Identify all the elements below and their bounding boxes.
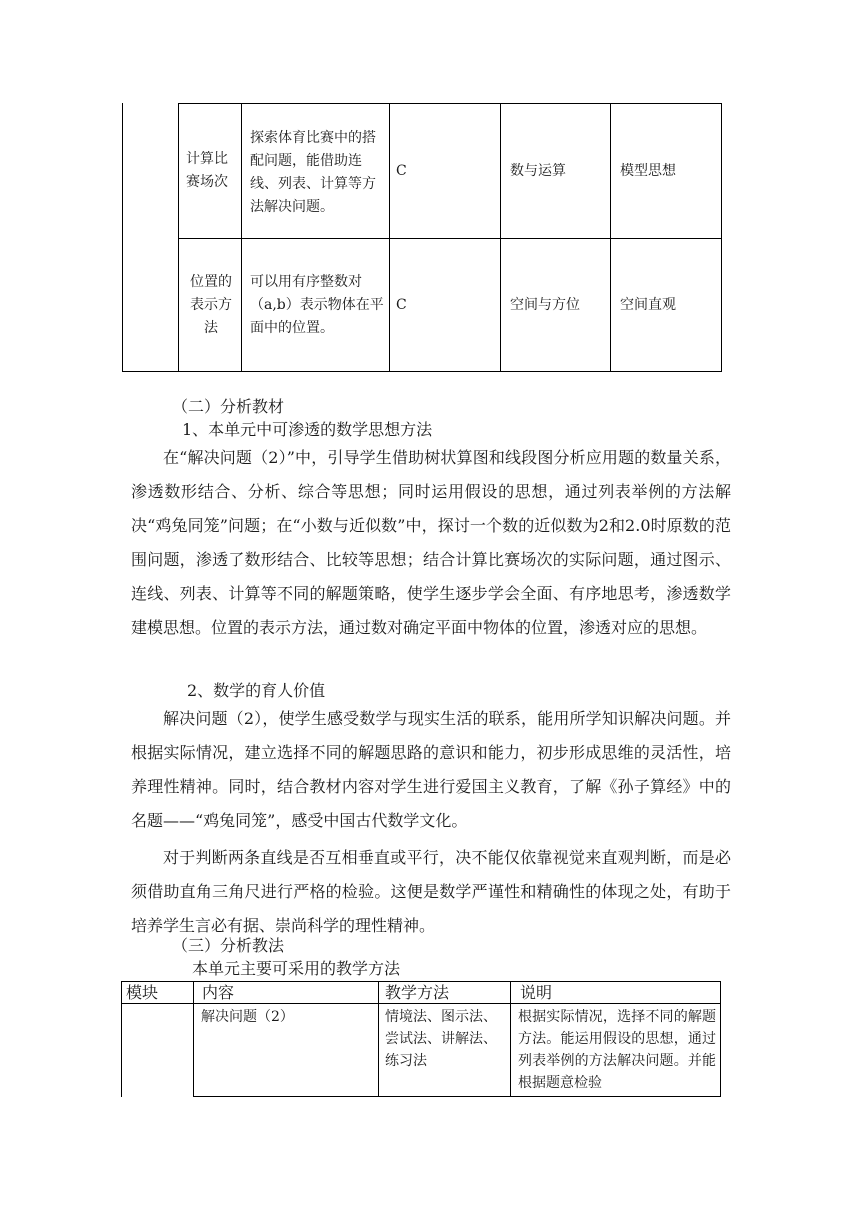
table-border-left xyxy=(121,981,122,1097)
objective-cell: 可以用有序整数对（a,b）表示物体在平面中的位置。 xyxy=(250,274,384,336)
method-cell: 情境法、图示法、尝试法、讲解法、练习法 xyxy=(385,1009,497,1069)
table-border xyxy=(510,981,511,1096)
table-border xyxy=(610,103,611,371)
table-border-right xyxy=(721,103,722,371)
header-content: 内容 xyxy=(202,983,235,1002)
objective-cell: 探索体育比赛中的搭配问题，能借助连线、列表、计算等方法解决问题。 xyxy=(250,130,376,215)
content-cell: 计算比赛场次 xyxy=(186,151,228,190)
note-cell: 根据实际情况，选择不同的解题方法。能运用假设的思想，通过列表举例的方法解决问题。并能根据题意检验 xyxy=(518,1009,716,1091)
header-note: 说明 xyxy=(520,983,553,1002)
thought-cell: 空间直观 xyxy=(620,297,676,313)
header-module: 模块 xyxy=(126,983,159,1002)
content-cell: 解决问题（2） xyxy=(201,1009,294,1025)
table-border-left xyxy=(122,103,123,371)
level-cell: C xyxy=(396,297,407,313)
subsection-heading: 1、本单元中可渗透的数学思想方法 xyxy=(182,420,433,439)
table-border xyxy=(178,103,722,104)
paragraph: 解决问题（2），使学生感受数学与现实生活的联系，能用所学知识解决问题。并根据实际情况，建立选择不同的解题思路的意识和能力，初步形成思维的灵活性，培养理性精神。同时，结合教材内容对学生进行爱国主义教育，了解《孙子算经》中的名题——“鸡兔同笼”，感受中国古代数学文化。 xyxy=(131,709,731,830)
domain-cell: 数与运算 xyxy=(510,163,566,179)
table-border xyxy=(241,103,242,371)
table-caption: 本单元主要可采用的教学方法 xyxy=(192,959,401,978)
table-border-right xyxy=(720,981,721,1096)
domain-cell: 空间与方位 xyxy=(510,297,580,313)
table-border xyxy=(500,103,501,371)
level-cell: C xyxy=(396,163,407,179)
subsection-heading: 2、数学的育人价值 xyxy=(187,681,326,700)
table-border xyxy=(193,981,194,1096)
table-border xyxy=(178,238,722,239)
content-cell: 位置的表示方法 xyxy=(190,274,232,336)
paragraph: 对于判断两条直线是否互相垂直或平行，决不能仅依靠视觉来直观判断，而是必须借助直角三角尺进行严格的检验。这便是数学严谨性和精确性的体现之处，有助于培养学生言必有据、崇尚科学的理性精神。 xyxy=(131,848,731,935)
thought-cell: 模型思想 xyxy=(620,163,676,179)
paragraph: 在“解决问题（2）”中，引导学生借助树状算图和线段图分析应用题的数量关系，渗透数形结合、分析、综合等思想；同时运用假设的思想，通过列表举例的方法解决“鸡兔同笼”问题；在“小数与近似数”中，探讨一个数的近似数为2和2.0时原数的范围问题，渗透了数形结合、比较等思想；结合计算比赛场次的实际问题，通过图示、连线、列表、计算等不同的解题策略，使学生逐步学会全面、有序地思考，渗透数学建模思想。位置的表示方法，通过数对确定平面中物体的位置，渗透对应的思想。 xyxy=(131,448,731,637)
section-heading: （二）分析教材 xyxy=(172,397,285,416)
table-border xyxy=(378,981,379,1096)
table-border xyxy=(193,1096,721,1097)
table-border xyxy=(389,103,390,371)
header-method: 教学方法 xyxy=(385,983,450,1002)
section-heading: （三）分析教法 xyxy=(172,936,285,955)
table-border xyxy=(178,103,179,371)
table-border-bottom xyxy=(122,371,722,372)
